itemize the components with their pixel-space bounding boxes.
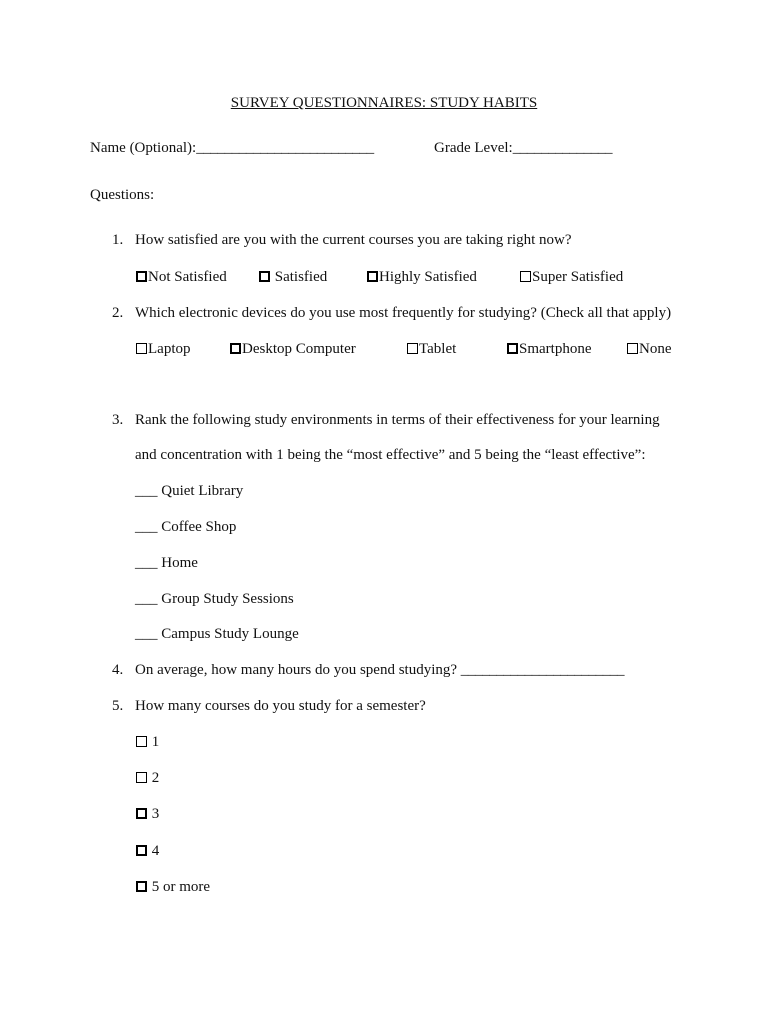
checkbox-icon[interactable] [230, 343, 241, 354]
q4-row [135, 661, 624, 679]
q2-option-none[interactable]: None [627, 340, 672, 358]
checkbox-icon[interactable] [136, 881, 147, 892]
q1-option-super-satisfied[interactable]: Super Satisfied [520, 268, 623, 286]
q5-text: How many courses do you study for a semester? [135, 698, 426, 714]
q2-option-smartphone[interactable]: Smartphone [507, 340, 592, 358]
q3-text-line-2: and concentration with 1 being the “most effective” and 5 being the “least effective”: [135, 447, 646, 463]
q5-option-4[interactable]: 4 [136, 842, 159, 860]
q3-rank-item-campus-study-lounge[interactable]: ___ Campus Study Lounge [135, 626, 299, 642]
q1-text: How satisfied are you with the current courses you are taking right now? [135, 232, 572, 248]
q5-number: 5. [112, 698, 124, 714]
name-blank-line[interactable]: _________________________ [196, 140, 374, 156]
q3-rank-item-home[interactable]: ___ Home [135, 555, 198, 571]
q5-option-5-or-more[interactable]: 5 or more [136, 878, 210, 896]
q4-hours-blank-line[interactable]: _______________________ [460, 662, 625, 678]
q4-text: On average, how many hours do you spend studying? [135, 662, 458, 678]
checkbox-icon[interactable] [136, 772, 147, 783]
q2-number: 2. [112, 305, 124, 321]
q4-number: 4. [112, 662, 124, 678]
q1-option-not-satisfied[interactable]: Not Satisfied [136, 268, 227, 286]
q5-option-2[interactable]: 2 [136, 769, 159, 787]
checkbox-icon[interactable] [627, 343, 638, 354]
checkbox-icon[interactable] [136, 845, 147, 856]
q1-number: 1. [112, 232, 124, 248]
name-label: Name (Optional): [90, 140, 197, 156]
rank-blank[interactable]: ___ [135, 591, 158, 607]
grade-level-blank-line[interactable]: ______________ [512, 140, 613, 156]
rank-blank[interactable]: ___ [135, 626, 158, 642]
grade-level-field[interactable] [434, 139, 612, 157]
q3-rank-item-group-study-sessions[interactable]: ___ Group Study Sessions [135, 591, 294, 607]
checkbox-icon[interactable] [507, 343, 518, 354]
checkbox-icon[interactable] [136, 271, 147, 282]
q2-text: Which electronic devices do you use most frequently for studying? (Check all that apply) [135, 305, 672, 321]
checkbox-icon[interactable] [259, 271, 270, 282]
questions-heading: Questions: [90, 187, 155, 203]
q3-text-line-1: Rank the following study environments in terms of their effectiveness for your learning [135, 412, 660, 428]
q2-option-desktop-computer[interactable]: Desktop Computer [230, 340, 356, 358]
q2-option-laptop[interactable]: Laptop [136, 340, 191, 358]
q2-option-tablet[interactable]: Tablet [407, 340, 456, 358]
q5-option-3[interactable]: 3 [136, 805, 159, 823]
document-title: SURVEY QUESTIONNAIRES: STUDY HABITS [230, 95, 538, 111]
checkbox-icon[interactable] [136, 736, 147, 747]
checkbox-icon[interactable] [407, 343, 418, 354]
checkbox-icon[interactable] [367, 271, 378, 282]
q3-rank-item-quiet-library[interactable]: ___ Quiet Library [135, 483, 244, 499]
q3-number: 3. [112, 412, 124, 428]
q5-option-1[interactable]: 1 [136, 733, 159, 751]
name-field[interactable] [90, 139, 374, 157]
rank-blank[interactable]: ___ [135, 483, 158, 499]
q1-option-highly-satisfied[interactable]: Highly Satisfied [367, 268, 477, 286]
checkbox-icon[interactable] [136, 808, 147, 819]
rank-blank[interactable]: ___ [135, 555, 158, 571]
grade-level-label: Grade Level: [434, 140, 513, 156]
q3-rank-item-coffee-shop[interactable]: ___ Coffee Shop [135, 519, 237, 535]
checkbox-icon[interactable] [136, 343, 147, 354]
rank-blank[interactable]: ___ [135, 519, 158, 535]
checkbox-icon[interactable] [520, 271, 531, 282]
q1-option-satisfied[interactable]: Satisfied [259, 268, 327, 286]
